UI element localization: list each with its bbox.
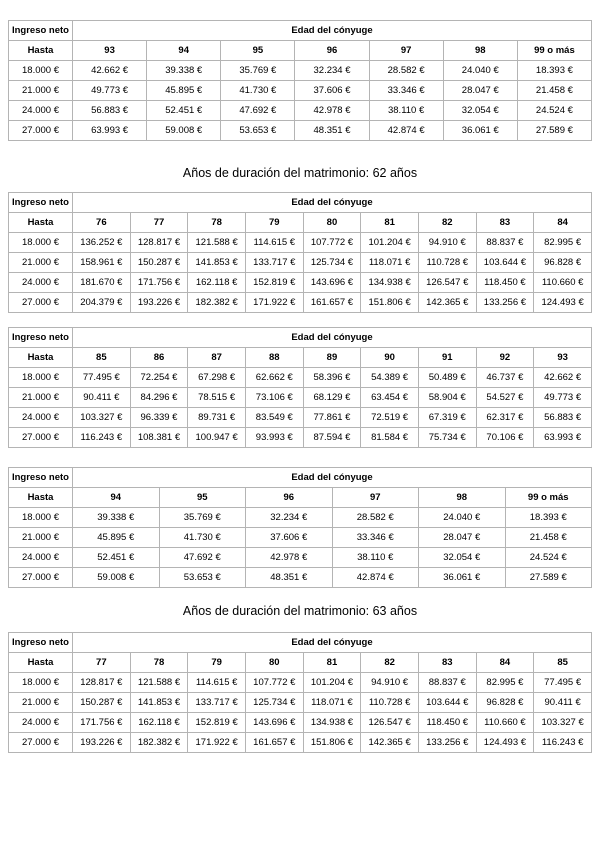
amount-cell: 33.346 €	[332, 528, 419, 548]
income-cell: 24.000 €	[9, 273, 73, 293]
amount-cell: 101.204 €	[361, 233, 419, 253]
age-column-header: 79	[245, 213, 303, 233]
amount-cell: 118.450 €	[476, 273, 534, 293]
amount-cell: 45.895 €	[73, 528, 160, 548]
age-column-header: 85	[73, 348, 131, 368]
amount-cell: 52.451 €	[73, 548, 160, 568]
table-row	[9, 733, 592, 753]
amount-cell: 38.110 €	[369, 101, 443, 121]
table-header-row	[9, 468, 592, 488]
amount-cell: 126.547 €	[418, 273, 476, 293]
age-column-header: 99 o más	[505, 488, 592, 508]
amount-cell: 116.243 €	[534, 733, 592, 753]
amount-cell: 151.806 €	[361, 293, 419, 313]
table-row	[9, 368, 592, 388]
amount-cell: 193.226 €	[73, 733, 131, 753]
amount-cell: 27.589 €	[517, 121, 591, 141]
amount-cell: 54.527 €	[476, 388, 534, 408]
amount-cell: 75.734 €	[418, 428, 476, 448]
income-cell: 21.000 €	[9, 528, 73, 548]
amount-cell: 161.657 €	[303, 293, 361, 313]
amount-cell: 18.393 €	[517, 61, 591, 81]
age-column-header: 84	[476, 653, 534, 673]
age-column-header: 93	[73, 41, 147, 61]
age-column-header: 83	[418, 653, 476, 673]
amount-cell: 121.588 €	[188, 233, 246, 253]
amount-cell: 134.938 €	[303, 713, 361, 733]
table-row	[9, 508, 592, 528]
amount-cell: 52.451 €	[147, 101, 221, 121]
amount-cell: 114.615 €	[188, 673, 246, 693]
table-row	[9, 121, 592, 141]
amount-cell: 133.717 €	[245, 253, 303, 273]
age-columns-row	[9, 348, 592, 368]
income-cell: 27.000 €	[9, 428, 73, 448]
amount-cell: 58.396 €	[303, 368, 361, 388]
age-columns-row	[9, 213, 592, 233]
table-row	[9, 568, 592, 588]
section-title-62-years: Años de duración del matrimonio: 62 años	[182, 166, 418, 180]
amount-cell: 67.298 €	[188, 368, 246, 388]
income-header: Ingreso neto	[9, 468, 73, 488]
amount-cell: 82.995 €	[534, 233, 592, 253]
amount-cell: 110.728 €	[418, 253, 476, 273]
amount-cell: 141.853 €	[130, 693, 188, 713]
age-column-header: 77	[130, 213, 188, 233]
age-column-header: 78	[130, 653, 188, 673]
amount-cell: 36.061 €	[419, 568, 506, 588]
age-column-header: 84	[534, 213, 592, 233]
income-cell: 24.000 €	[9, 713, 73, 733]
amount-cell: 96.828 €	[534, 253, 592, 273]
amount-cell: 93.993 €	[245, 428, 303, 448]
table-row	[9, 528, 592, 548]
income-cell: 27.000 €	[9, 733, 73, 753]
income-cell: 18.000 €	[9, 508, 73, 528]
amount-cell: 90.411 €	[534, 693, 592, 713]
amount-cell: 24.040 €	[419, 508, 506, 528]
upto-header: Hasta	[9, 41, 73, 61]
amount-cell: 181.670 €	[73, 273, 131, 293]
amount-cell: 103.644 €	[418, 693, 476, 713]
amount-cell: 50.489 €	[418, 368, 476, 388]
age-column-header: 89	[303, 348, 361, 368]
amount-cell: 116.243 €	[73, 428, 131, 448]
amount-cell: 108.381 €	[130, 428, 188, 448]
income-header: Ingreso neto	[9, 633, 73, 653]
amount-cell: 32.054 €	[443, 101, 517, 121]
amount-cell: 107.772 €	[303, 233, 361, 253]
upto-header: Hasta	[9, 348, 73, 368]
table-header-row	[9, 193, 592, 213]
amount-cell: 47.692 €	[159, 548, 246, 568]
amount-cell: 171.756 €	[130, 273, 188, 293]
amount-cell: 21.458 €	[505, 528, 592, 548]
age-columns-row	[9, 653, 592, 673]
amount-cell: 63.454 €	[361, 388, 419, 408]
amount-cell: 73.106 €	[245, 388, 303, 408]
age-column-header: 87	[188, 348, 246, 368]
amount-cell: 62.662 €	[245, 368, 303, 388]
amount-cell: 39.338 €	[147, 61, 221, 81]
age-column-header: 90	[361, 348, 419, 368]
amount-cell: 158.961 €	[73, 253, 131, 273]
table-row	[9, 61, 592, 81]
amount-cell: 37.606 €	[295, 81, 369, 101]
income-header: Ingreso neto	[9, 21, 73, 41]
amount-cell: 62.317 €	[476, 408, 534, 428]
amount-cell: 24.524 €	[517, 101, 591, 121]
table-row	[9, 408, 592, 428]
table-row	[9, 293, 592, 313]
age-column-header: 88	[245, 348, 303, 368]
amount-cell: 128.817 €	[130, 233, 188, 253]
amount-cell: 48.351 €	[246, 568, 333, 588]
amount-cell: 94.910 €	[361, 673, 419, 693]
upto-header: Hasta	[9, 653, 73, 673]
amount-cell: 110.660 €	[534, 273, 592, 293]
amount-cell: 42.978 €	[295, 101, 369, 121]
amount-cell: 103.327 €	[534, 713, 592, 733]
age-column-header: 94	[147, 41, 221, 61]
amount-cell: 143.696 €	[303, 273, 361, 293]
income-cell: 24.000 €	[9, 101, 73, 121]
amount-cell: 28.047 €	[419, 528, 506, 548]
amount-cell: 87.594 €	[303, 428, 361, 448]
amount-cell: 42.978 €	[246, 548, 333, 568]
table-row	[9, 233, 592, 253]
amount-cell: 63.993 €	[534, 428, 592, 448]
alimony-table-ages-77-85	[8, 632, 592, 753]
income-cell: 18.000 €	[9, 61, 73, 81]
amount-cell: 128.817 €	[73, 673, 131, 693]
amount-cell: 53.653 €	[159, 568, 246, 588]
spouse-age-header: Edad del cónyuge	[73, 193, 592, 213]
spouse-age-header: Edad del cónyuge	[73, 633, 592, 653]
amount-cell: 42.874 €	[332, 568, 419, 588]
amount-cell: 28.582 €	[332, 508, 419, 528]
amount-cell: 88.837 €	[476, 233, 534, 253]
table-header-row	[9, 328, 592, 348]
table-row	[9, 101, 592, 121]
age-column-header: 95	[221, 41, 295, 61]
amount-cell: 103.644 €	[476, 253, 534, 273]
amount-cell: 63.993 €	[73, 121, 147, 141]
amount-cell: 103.327 €	[73, 408, 131, 428]
table-row	[9, 548, 592, 568]
amount-cell: 124.493 €	[476, 733, 534, 753]
amount-cell: 59.008 €	[73, 568, 160, 588]
amount-cell: 28.047 €	[443, 81, 517, 101]
amount-cell: 94.910 €	[418, 233, 476, 253]
amount-cell: 56.883 €	[534, 408, 592, 428]
age-columns-row	[9, 488, 592, 508]
amount-cell: 24.524 €	[505, 548, 592, 568]
age-column-header: 94	[73, 488, 160, 508]
age-column-header: 91	[418, 348, 476, 368]
amount-cell: 133.256 €	[418, 733, 476, 753]
amount-cell: 42.874 €	[369, 121, 443, 141]
age-column-header: 78	[188, 213, 246, 233]
table-header-row	[9, 21, 592, 41]
amount-cell: 96.339 €	[130, 408, 188, 428]
amount-cell: 67.319 €	[418, 408, 476, 428]
amount-cell: 47.692 €	[221, 101, 295, 121]
amount-cell: 32.234 €	[246, 508, 333, 528]
amount-cell: 161.657 €	[245, 733, 303, 753]
amount-cell: 81.584 €	[361, 428, 419, 448]
table-row	[9, 428, 592, 448]
amount-cell: 45.895 €	[147, 81, 221, 101]
age-column-header: 83	[476, 213, 534, 233]
age-column-header: 93	[534, 348, 592, 368]
amount-cell: 77.861 €	[303, 408, 361, 428]
age-column-header: 79	[188, 653, 246, 673]
table-row	[9, 253, 592, 273]
alimony-table-ages-85-93	[8, 327, 592, 448]
age-column-header: 80	[303, 213, 361, 233]
amount-cell: 18.393 €	[505, 508, 592, 528]
income-cell: 21.000 €	[9, 693, 73, 713]
amount-cell: 84.296 €	[130, 388, 188, 408]
amount-cell: 77.495 €	[73, 368, 131, 388]
amount-cell: 152.819 €	[245, 273, 303, 293]
amount-cell: 110.728 €	[361, 693, 419, 713]
section-title-63-years: Años de duración del matrimonio: 63 años	[182, 604, 418, 618]
amount-cell: 121.588 €	[130, 673, 188, 693]
amount-cell: 171.922 €	[188, 733, 246, 753]
amount-cell: 38.110 €	[332, 548, 419, 568]
age-column-header: 85	[534, 653, 592, 673]
amount-cell: 142.365 €	[361, 733, 419, 753]
amount-cell: 72.519 €	[361, 408, 419, 428]
amount-cell: 118.450 €	[418, 713, 476, 733]
age-column-header: 86	[130, 348, 188, 368]
amount-cell: 141.853 €	[188, 253, 246, 273]
table-header-row	[9, 633, 592, 653]
age-column-header: 96	[295, 41, 369, 61]
amount-cell: 28.582 €	[369, 61, 443, 81]
age-column-header: 77	[73, 653, 131, 673]
income-cell: 18.000 €	[9, 233, 73, 253]
amount-cell: 100.947 €	[188, 428, 246, 448]
amount-cell: 133.256 €	[476, 293, 534, 313]
amount-cell: 193.226 €	[130, 293, 188, 313]
income-cell: 21.000 €	[9, 253, 73, 273]
amount-cell: 162.118 €	[188, 273, 246, 293]
amount-cell: 133.717 €	[188, 693, 246, 713]
amount-cell: 88.837 €	[418, 673, 476, 693]
amount-cell: 182.382 €	[130, 733, 188, 753]
amount-cell: 53.653 €	[221, 121, 295, 141]
amount-cell: 32.234 €	[295, 61, 369, 81]
age-column-header: 82	[418, 213, 476, 233]
income-cell: 27.000 €	[9, 293, 73, 313]
age-column-header: 98	[443, 41, 517, 61]
age-column-header: 80	[245, 653, 303, 673]
age-column-header: 96	[246, 488, 333, 508]
amount-cell: 136.252 €	[73, 233, 131, 253]
spouse-age-header: Edad del cónyuge	[73, 21, 592, 41]
income-cell: 21.000 €	[9, 388, 73, 408]
age-column-header: 82	[361, 653, 419, 673]
amount-cell: 41.730 €	[159, 528, 246, 548]
amount-cell: 54.389 €	[361, 368, 419, 388]
income-cell: 18.000 €	[9, 368, 73, 388]
amount-cell: 36.061 €	[443, 121, 517, 141]
age-column-header: 76	[73, 213, 131, 233]
amount-cell: 150.287 €	[73, 693, 131, 713]
amount-cell: 68.129 €	[303, 388, 361, 408]
amount-cell: 37.606 €	[246, 528, 333, 548]
amount-cell: 151.806 €	[303, 733, 361, 753]
amount-cell: 171.922 €	[245, 293, 303, 313]
amount-cell: 125.734 €	[245, 693, 303, 713]
amount-cell: 101.204 €	[303, 673, 361, 693]
amount-cell: 142.365 €	[418, 293, 476, 313]
table-row	[9, 693, 592, 713]
amount-cell: 42.662 €	[73, 61, 147, 81]
amount-cell: 35.769 €	[159, 508, 246, 528]
amount-cell: 46.737 €	[476, 368, 534, 388]
table-row	[9, 388, 592, 408]
amount-cell: 77.495 €	[534, 673, 592, 693]
age-column-header: 81	[303, 653, 361, 673]
amount-cell: 32.054 €	[419, 548, 506, 568]
amount-cell: 35.769 €	[221, 61, 295, 81]
age-column-header: 98	[419, 488, 506, 508]
age-columns-row	[9, 41, 592, 61]
amount-cell: 78.515 €	[188, 388, 246, 408]
amount-cell: 89.731 €	[188, 408, 246, 428]
spouse-age-header: Edad del cónyuge	[73, 328, 592, 348]
income-cell: 27.000 €	[9, 121, 73, 141]
amount-cell: 118.071 €	[361, 253, 419, 273]
amount-cell: 70.106 €	[476, 428, 534, 448]
upto-header: Hasta	[9, 488, 73, 508]
income-cell: 24.000 €	[9, 548, 73, 568]
amount-cell: 59.008 €	[147, 121, 221, 141]
table-row	[9, 81, 592, 101]
amount-cell: 110.660 €	[476, 713, 534, 733]
amount-cell: 126.547 €	[361, 713, 419, 733]
amount-cell: 56.883 €	[73, 101, 147, 121]
income-header: Ingreso neto	[9, 193, 73, 213]
age-column-header: 99 o más	[517, 41, 591, 61]
amount-cell: 90.411 €	[73, 388, 131, 408]
amount-cell: 83.549 €	[245, 408, 303, 428]
amount-cell: 49.773 €	[534, 388, 592, 408]
age-column-header: 92	[476, 348, 534, 368]
amount-cell: 171.756 €	[73, 713, 131, 733]
income-cell: 21.000 €	[9, 81, 73, 101]
amount-cell: 82.995 €	[476, 673, 534, 693]
amount-cell: 204.379 €	[73, 293, 131, 313]
age-column-header: 95	[159, 488, 246, 508]
amount-cell: 21.458 €	[517, 81, 591, 101]
amount-cell: 39.338 €	[73, 508, 160, 528]
amount-cell: 24.040 €	[443, 61, 517, 81]
amount-cell: 27.589 €	[505, 568, 592, 588]
amount-cell: 150.287 €	[130, 253, 188, 273]
amount-cell: 125.734 €	[303, 253, 361, 273]
age-column-header: 81	[361, 213, 419, 233]
amount-cell: 42.662 €	[534, 368, 592, 388]
alimony-table-ages-94-99	[8, 467, 592, 588]
alimony-table-ages-93-99	[8, 20, 592, 141]
amount-cell: 58.904 €	[418, 388, 476, 408]
amount-cell: 182.382 €	[188, 293, 246, 313]
amount-cell: 33.346 €	[369, 81, 443, 101]
upto-header: Hasta	[9, 213, 73, 233]
income-cell: 18.000 €	[9, 673, 73, 693]
income-cell: 24.000 €	[9, 408, 73, 428]
amount-cell: 162.118 €	[130, 713, 188, 733]
table-row	[9, 273, 592, 293]
amount-cell: 118.071 €	[303, 693, 361, 713]
amount-cell: 96.828 €	[476, 693, 534, 713]
amount-cell: 49.773 €	[73, 81, 147, 101]
amount-cell: 72.254 €	[130, 368, 188, 388]
income-header: Ingreso neto	[9, 328, 73, 348]
age-column-header: 97	[369, 41, 443, 61]
income-cell: 27.000 €	[9, 568, 73, 588]
amount-cell: 107.772 €	[245, 673, 303, 693]
amount-cell: 124.493 €	[534, 293, 592, 313]
alimony-table-ages-76-84	[8, 192, 592, 313]
amount-cell: 143.696 €	[245, 713, 303, 733]
amount-cell: 152.819 €	[188, 713, 246, 733]
amount-cell: 48.351 €	[295, 121, 369, 141]
amount-cell: 114.615 €	[245, 233, 303, 253]
amount-cell: 41.730 €	[221, 81, 295, 101]
table-row	[9, 713, 592, 733]
table-row	[9, 673, 592, 693]
age-column-header: 97	[332, 488, 419, 508]
amount-cell: 134.938 €	[361, 273, 419, 293]
spouse-age-header: Edad del cónyuge	[73, 468, 592, 488]
